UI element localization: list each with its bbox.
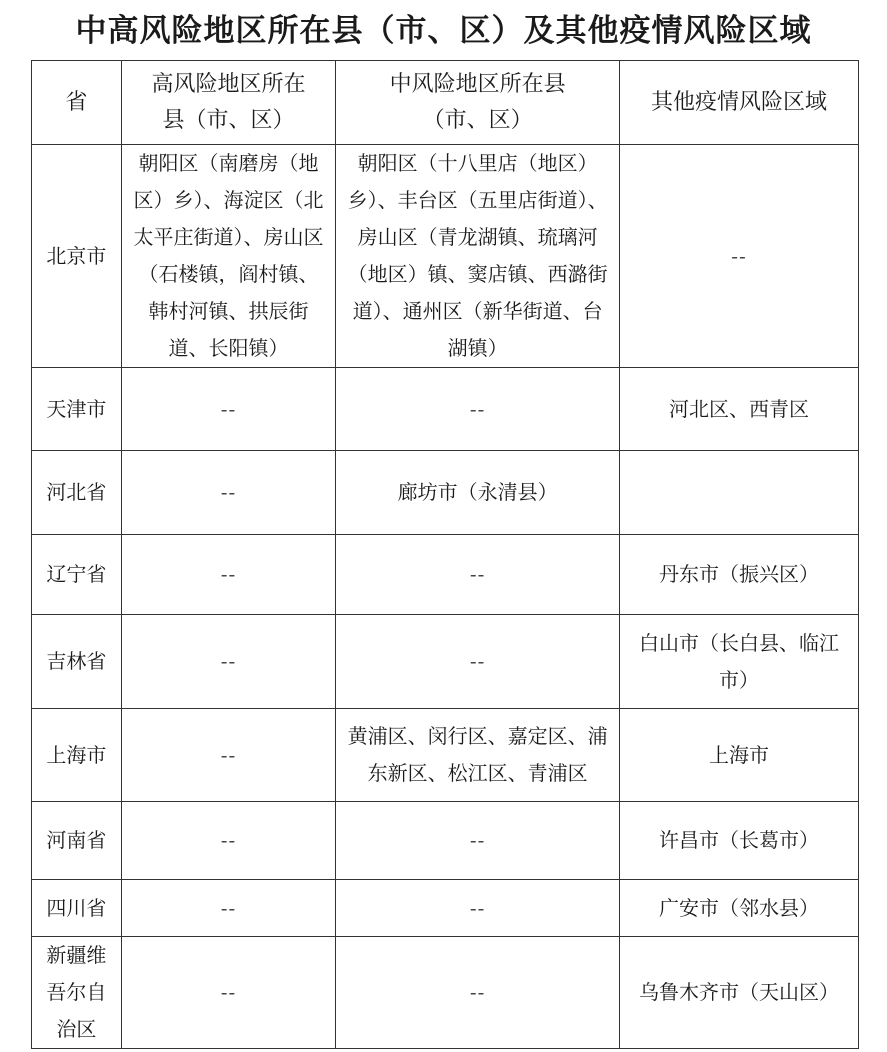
- cell-medium-risk: --: [336, 368, 620, 451]
- header-other-risk: 其他疫情风险区域: [620, 61, 859, 145]
- table-row: [32, 535, 859, 615]
- table-row: [32, 145, 859, 368]
- cell-province: 上海市: [32, 709, 122, 802]
- header-high-risk: 高风险地区所在县（市、区）: [121, 61, 335, 145]
- cell-high-risk: --: [121, 535, 335, 615]
- header-province: 省: [32, 61, 122, 145]
- cell-province: 四川省: [32, 880, 122, 937]
- risk-area-table: [31, 60, 859, 1049]
- cell-medium-risk: --: [336, 535, 620, 615]
- page-title: 中高风险地区所在县（市、区）及其他疫情风险区域: [75, 13, 812, 49]
- table-row: [32, 451, 859, 535]
- cell-high-risk: --: [121, 880, 335, 937]
- cell-high-risk: --: [121, 709, 335, 802]
- cell-other-risk: 许昌市（长葛市）: [620, 802, 859, 880]
- cell-province: 北京市: [32, 145, 122, 368]
- cell-province: 吉林省: [32, 615, 122, 709]
- cell-medium-risk: --: [336, 802, 620, 880]
- cell-other-risk: 河北区、西青区: [620, 368, 859, 451]
- cell-medium-risk: --: [336, 880, 620, 937]
- cell-medium-risk: --: [336, 615, 620, 709]
- cell-province: 辽宁省: [32, 535, 122, 615]
- cell-other-risk: 乌鲁木齐市（天山区）: [620, 937, 859, 1049]
- cell-province: 新疆维吾尔自治区: [32, 937, 122, 1049]
- table-row: [32, 937, 859, 1049]
- cell-high-risk: --: [121, 802, 335, 880]
- cell-province: 天津市: [32, 368, 122, 451]
- table-row: [32, 709, 859, 802]
- table-header-row: [32, 61, 859, 145]
- cell-medium-risk: --: [336, 937, 620, 1049]
- cell-medium-risk: 黄浦区、闵行区、嘉定区、浦东新区、松江区、青浦区: [336, 709, 620, 802]
- cell-other-risk: --: [620, 145, 859, 368]
- cell-high-risk: --: [121, 451, 335, 535]
- table-row: [32, 615, 859, 709]
- header-medium-risk: 中风险地区所在县（市、区）: [336, 61, 620, 145]
- cell-other-risk: 广安市（邻水县）: [620, 880, 859, 937]
- cell-high-risk: --: [121, 368, 335, 451]
- cell-province: 河北省: [32, 451, 122, 535]
- cell-medium-risk: 朝阳区（十八里店（地区）乡）、丰台区（五里店街道）、房山区（青龙湖镇、琉璃河（地区）镇、窦店镇、西潞街道）、通州区（新华街道、台湖镇）: [336, 145, 620, 368]
- table-row: [32, 880, 859, 937]
- cell-high-risk: 朝阳区（南磨房（地区）乡）、海淀区（北太平庄街道）、房山区（石楼镇，阎村镇、韩村河镇、拱辰街道、长阳镇）: [121, 145, 335, 368]
- cell-other-risk: 上海市: [620, 709, 859, 802]
- cell-high-risk: --: [121, 937, 335, 1049]
- table-row: [32, 368, 859, 451]
- table-row: [32, 802, 859, 880]
- cell-other-risk: 白山市（长白县、临江市）: [620, 615, 859, 709]
- cell-other-risk: 丹东市（振兴区）: [620, 535, 859, 615]
- cell-other-risk: [620, 451, 859, 535]
- cell-province: 河南省: [32, 802, 122, 880]
- cell-high-risk: --: [121, 615, 335, 709]
- cell-medium-risk: 廊坊市（永清县）: [336, 451, 620, 535]
